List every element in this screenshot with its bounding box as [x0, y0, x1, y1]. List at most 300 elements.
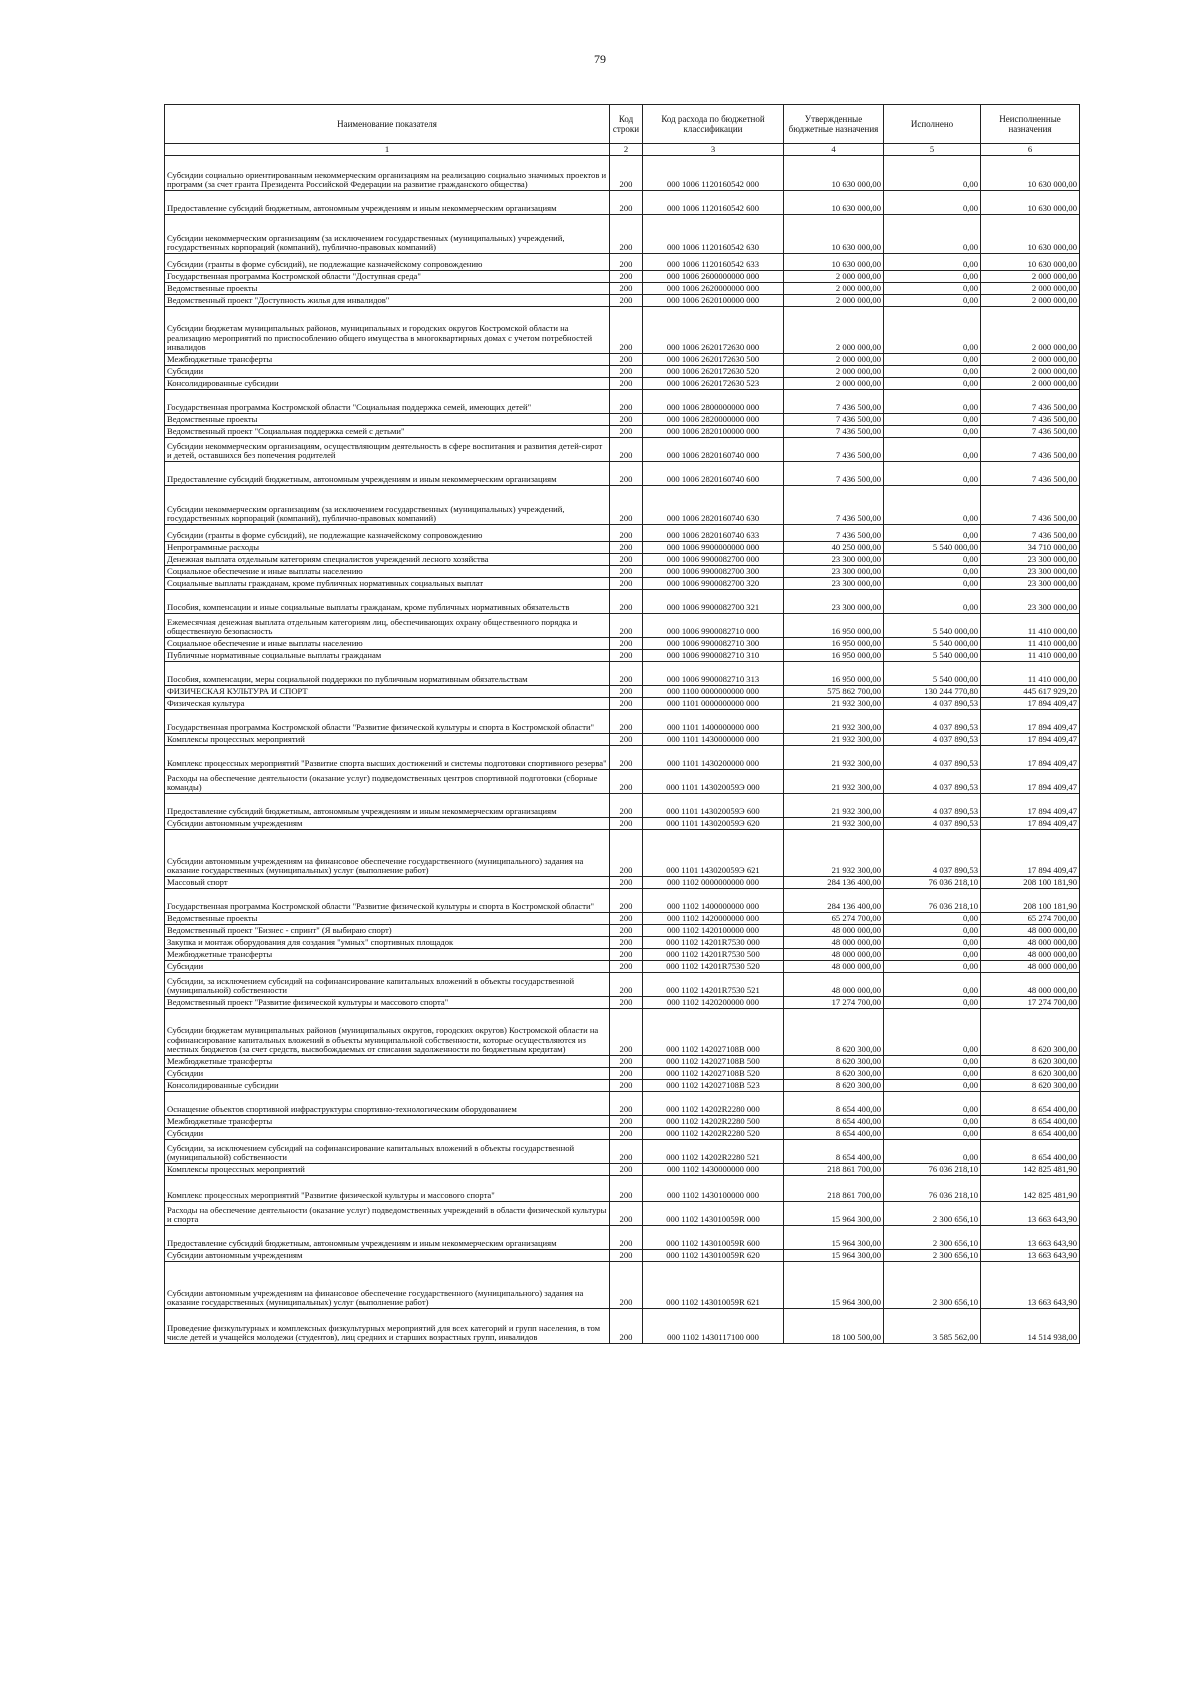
row-kbk: 000 1102 143010059R 000 [643, 1202, 784, 1226]
table-row [165, 1009, 1080, 1056]
row-executed: 76 036 218,10 [884, 1176, 981, 1202]
row-name: Пособия, компенсации, меры социальной поддержки по публичным нормативным обязательствам [165, 662, 610, 686]
row-kbk: 000 1102 14201R7530 000 [643, 937, 784, 949]
row-kbk: 000 1102 0000000000 000 [643, 877, 784, 889]
table-row [165, 156, 1080, 191]
row-unexecuted: 65 274 700,00 [981, 913, 1080, 925]
row-unexecuted: 2 000 000,00 [981, 366, 1080, 378]
row-unexecuted: 10 630 000,00 [981, 191, 1080, 215]
row-kbk: 000 1006 9900082710 313 [643, 662, 784, 686]
row-kbk: 000 1101 143020059Э 620 [643, 818, 784, 830]
row-approved: 16 950 000,00 [784, 662, 884, 686]
row-executed: 4 037 890,53 [884, 818, 981, 830]
row-executed: 0,00 [884, 295, 981, 307]
table-row [165, 1128, 1080, 1140]
row-kbk: 000 1006 9900082700 321 [643, 590, 784, 614]
row-executed: 2 300 656,10 [884, 1262, 981, 1309]
row-kbk: 000 1102 1420200000 000 [643, 997, 784, 1009]
row-kbk: 000 1102 1430000000 000 [643, 1164, 784, 1176]
row-line-code: 200 [610, 283, 643, 295]
row-name: Межбюджетные трансферты [165, 354, 610, 366]
row-approved: 21 932 300,00 [784, 734, 884, 746]
row-unexecuted: 8 654 400,00 [981, 1116, 1080, 1128]
row-line-code: 200 [610, 354, 643, 366]
row-approved: 2 000 000,00 [784, 283, 884, 295]
row-kbk: 000 1101 143020059Э 000 [643, 770, 784, 794]
row-name: Субсидии некоммерческим организациям (за исключением государственных (муниципальных) учреждений, государственных корпораций (компаний), публично-правовых компаний) [165, 486, 610, 525]
row-line-code: 200 [610, 414, 643, 426]
row-line-code: 200 [610, 566, 643, 578]
row-unexecuted: 7 436 500,00 [981, 414, 1080, 426]
row-unexecuted: 7 436 500,00 [981, 486, 1080, 525]
row-unexecuted: 445 617 929,20 [981, 686, 1080, 698]
row-kbk: 000 1006 9900082710 000 [643, 614, 784, 638]
row-executed: 76 036 218,10 [884, 1164, 981, 1176]
row-name: Ведомственные проекты [165, 283, 610, 295]
row-name: Субсидии [165, 366, 610, 378]
row-name: Предоставление субсидий бюджетным, автономным учреждениям и иным некоммерческим организациям [165, 794, 610, 818]
row-line-code: 200 [610, 366, 643, 378]
row-approved: 2 000 000,00 [784, 378, 884, 390]
row-line-code: 200 [610, 997, 643, 1009]
row-approved: 10 630 000,00 [784, 254, 884, 271]
row-unexecuted: 10 630 000,00 [981, 254, 1080, 271]
row-line-code: 200 [610, 1226, 643, 1250]
column-number: 4 [784, 144, 884, 156]
row-line-code: 200 [610, 1092, 643, 1116]
row-approved: 284 136 400,00 [784, 889, 884, 913]
table-row [165, 973, 1080, 997]
row-executed: 0,00 [884, 525, 981, 542]
row-approved: 2 000 000,00 [784, 271, 884, 283]
row-kbk: 000 1006 2620100000 000 [643, 295, 784, 307]
row-executed: 0,00 [884, 378, 981, 390]
row-kbk: 000 1006 2800000000 000 [643, 390, 784, 414]
row-approved: 21 932 300,00 [784, 710, 884, 734]
row-line-code: 200 [610, 614, 643, 638]
row-executed: 0,00 [884, 254, 981, 271]
row-line-code: 200 [610, 638, 643, 650]
row-unexecuted: 2 000 000,00 [981, 271, 1080, 283]
row-executed: 0,00 [884, 462, 981, 486]
row-unexecuted: 11 410 000,00 [981, 638, 1080, 650]
table-row [165, 614, 1080, 638]
row-executed: 0,00 [884, 1140, 981, 1164]
row-unexecuted: 17 894 409,47 [981, 830, 1080, 877]
row-unexecuted: 23 300 000,00 [981, 578, 1080, 590]
row-kbk: 000 1006 9900082710 300 [643, 638, 784, 650]
header-line-code: Код строки [610, 105, 643, 144]
row-kbk: 000 1006 2820000000 000 [643, 414, 784, 426]
row-name: Социальные выплаты гражданам, кроме публичных нормативных социальных выплат [165, 578, 610, 590]
row-approved: 10 630 000,00 [784, 191, 884, 215]
row-executed: 2 300 656,10 [884, 1226, 981, 1250]
row-executed: 0,00 [884, 486, 981, 525]
row-kbk: 000 1102 1430100000 000 [643, 1176, 784, 1202]
row-approved: 48 000 000,00 [784, 925, 884, 937]
row-approved: 8 654 400,00 [784, 1128, 884, 1140]
row-unexecuted: 17 894 409,47 [981, 770, 1080, 794]
row-unexecuted: 208 100 181,90 [981, 877, 1080, 889]
row-approved: 8 620 300,00 [784, 1009, 884, 1056]
row-unexecuted: 8 620 300,00 [981, 1056, 1080, 1068]
table-row [165, 734, 1080, 746]
row-unexecuted: 14 514 938,00 [981, 1309, 1080, 1344]
table-row [165, 830, 1080, 877]
row-kbk: 000 1101 143020059Э 600 [643, 794, 784, 818]
row-line-code: 200 [610, 913, 643, 925]
row-unexecuted: 17 894 409,47 [981, 698, 1080, 710]
row-approved: 8 654 400,00 [784, 1140, 884, 1164]
row-approved: 48 000 000,00 [784, 973, 884, 997]
row-name: Расходы на обеспечение деятельности (оказание услуг) подведомственных учреждений в области физической культуры и спорта [165, 1202, 610, 1226]
row-unexecuted: 34 710 000,00 [981, 542, 1080, 554]
row-line-code: 200 [610, 746, 643, 770]
row-line-code: 200 [610, 973, 643, 997]
row-executed: 5 540 000,00 [884, 614, 981, 638]
row-unexecuted: 8 620 300,00 [981, 1009, 1080, 1056]
row-unexecuted: 17 894 409,47 [981, 818, 1080, 830]
row-name: Субсидии [165, 961, 610, 973]
row-name: Консолидированные субсидии [165, 378, 610, 390]
row-line-code: 200 [610, 1262, 643, 1309]
row-executed: 2 300 656,10 [884, 1250, 981, 1262]
table-row [165, 1068, 1080, 1080]
row-approved: 7 436 500,00 [784, 462, 884, 486]
row-unexecuted: 11 410 000,00 [981, 650, 1080, 662]
row-executed: 0,00 [884, 438, 981, 462]
row-executed: 0,00 [884, 156, 981, 191]
row-line-code: 200 [610, 1176, 643, 1202]
row-name: Субсидии автономным учреждениям на финансовое обеспечение государственного (муниципального) задания на оказание государственных (муниципальных) услуг (выполнение работ) [165, 830, 610, 877]
row-kbk: 000 1101 1430200000 000 [643, 746, 784, 770]
row-name: Оснащение объектов спортивной инфраструктуры спортивно-технологическим оборудованием [165, 1092, 610, 1116]
row-unexecuted: 11 410 000,00 [981, 614, 1080, 638]
table-row [165, 378, 1080, 390]
table-row [165, 650, 1080, 662]
row-kbk: 000 1102 142027108В 523 [643, 1080, 784, 1092]
row-kbk: 000 1006 2820160740 000 [643, 438, 784, 462]
row-executed: 0,00 [884, 307, 981, 354]
table-row [165, 686, 1080, 698]
table-row [165, 638, 1080, 650]
row-name: Субсидии, за исключением субсидий на софинансирование капитальных вложений в объекты государственной (муниципальной) собственности [165, 1140, 610, 1164]
column-number-row [165, 144, 1080, 156]
column-number: 1 [165, 144, 610, 156]
row-executed: 0,00 [884, 973, 981, 997]
row-approved: 21 932 300,00 [784, 698, 884, 710]
row-executed: 130 244 770,80 [884, 686, 981, 698]
row-approved: 7 436 500,00 [784, 426, 884, 438]
row-line-code: 200 [610, 1202, 643, 1226]
row-executed: 4 037 890,53 [884, 710, 981, 734]
row-approved: 21 932 300,00 [784, 770, 884, 794]
row-executed: 0,00 [884, 215, 981, 254]
row-name: Предоставление субсидий бюджетным, автономным учреждениям и иным некоммерческим организациям [165, 1226, 610, 1250]
row-approved: 7 436 500,00 [784, 525, 884, 542]
row-approved: 284 136 400,00 [784, 877, 884, 889]
row-unexecuted: 8 654 400,00 [981, 1092, 1080, 1116]
row-kbk: 000 1006 2600000000 000 [643, 271, 784, 283]
table-row [165, 578, 1080, 590]
row-kbk: 000 1100 0000000000 000 [643, 686, 784, 698]
row-name: Субсидии некоммерческим организациям (за исключением государственных (муниципальных) учреждений, государственных корпораций (компаний), публично-правовых компаний) [165, 215, 610, 254]
row-kbk: 000 1102 142027108В 520 [643, 1068, 784, 1080]
row-approved: 16 950 000,00 [784, 650, 884, 662]
row-kbk: 000 1102 143010059R 621 [643, 1262, 784, 1309]
row-executed: 0,00 [884, 191, 981, 215]
row-line-code: 200 [610, 1309, 643, 1344]
row-name: Комплексы процессных мероприятий [165, 1164, 610, 1176]
budget-execution-table [164, 104, 1080, 1344]
table-row [165, 590, 1080, 614]
row-name: ФИЗИЧЕСКАЯ КУЛЬТУРА И СПОРТ [165, 686, 610, 698]
row-line-code: 200 [610, 156, 643, 191]
row-approved: 8 620 300,00 [784, 1080, 884, 1092]
table-row [165, 254, 1080, 271]
row-kbk: 000 1102 14201R7530 500 [643, 949, 784, 961]
table-row [165, 1226, 1080, 1250]
row-approved: 575 862 700,00 [784, 686, 884, 698]
row-kbk: 000 1006 2620172630 520 [643, 366, 784, 378]
row-approved: 7 436 500,00 [784, 390, 884, 414]
row-name: Проведение физкультурных и комплексных физкультурных мероприятий для всех категорий и групп населения, в том числе детей и учащейся молодежи (студентов), лиц средних и старших возрастных групп, инвалидов [165, 1309, 610, 1344]
row-line-code: 200 [610, 1250, 643, 1262]
row-kbk: 000 1006 2620172630 000 [643, 307, 784, 354]
row-name: Государственная программа Костромской области "Развитие физической культуры и спорта в Костромской области" [165, 710, 610, 734]
row-name: Субсидии автономным учреждениям на финансовое обеспечение государственного (муниципального) задания на оказание государственных (муниципальных) услуг (выполнение работ) [165, 1262, 610, 1309]
row-unexecuted: 48 000 000,00 [981, 925, 1080, 937]
table-row [165, 215, 1080, 254]
row-name: Предоставление субсидий бюджетным, автономным учреждениям и иным некоммерческим организациям [165, 191, 610, 215]
table-row [165, 414, 1080, 426]
row-name: Консолидированные субсидии [165, 1080, 610, 1092]
row-approved: 15 964 300,00 [784, 1202, 884, 1226]
row-approved: 8 654 400,00 [784, 1092, 884, 1116]
table-row [165, 438, 1080, 462]
row-unexecuted: 17 894 409,47 [981, 746, 1080, 770]
row-name: Субсидии бюджетам муниципальных районов, муниципальных и городских округов Костромской области на реализацию мероприятий по приспособлению общего имущества в многоквартирных домах с учетом потребностей инвалидов [165, 307, 610, 354]
row-executed: 0,00 [884, 949, 981, 961]
row-kbk: 000 1102 14202R2280 520 [643, 1128, 784, 1140]
row-line-code: 200 [610, 1164, 643, 1176]
row-approved: 16 950 000,00 [784, 614, 884, 638]
row-unexecuted: 208 100 181,90 [981, 889, 1080, 913]
row-kbk: 000 1006 9900082700 300 [643, 566, 784, 578]
row-unexecuted: 7 436 500,00 [981, 426, 1080, 438]
table-row [165, 1056, 1080, 1068]
row-line-code: 200 [610, 1140, 643, 1164]
row-line-code: 200 [610, 578, 643, 590]
table-row [165, 1309, 1080, 1344]
table-row [165, 1164, 1080, 1176]
row-unexecuted: 13 663 643,90 [981, 1250, 1080, 1262]
row-approved: 10 630 000,00 [784, 156, 884, 191]
table-row [165, 1250, 1080, 1262]
row-approved: 21 932 300,00 [784, 746, 884, 770]
row-approved: 218 861 700,00 [784, 1164, 884, 1176]
table-row [165, 1116, 1080, 1128]
row-name: Субсидии некоммерческим организациям, осуществляющим деятельность в сфере воспитания и развития детей-сирот и детей, оставшихся без попечения родителей [165, 438, 610, 462]
row-name: Расходы на обеспечение деятельности (оказание услуг) подведомственных центров спортивной подготовки (сборные команды) [165, 770, 610, 794]
row-kbk: 000 1006 9900082700 320 [643, 578, 784, 590]
table-row [165, 390, 1080, 414]
row-line-code: 200 [610, 271, 643, 283]
row-name: Субсидии автономным учреждениям [165, 818, 610, 830]
row-kbk: 000 1006 1120160542 630 [643, 215, 784, 254]
row-kbk: 000 1006 1120160542 000 [643, 156, 784, 191]
row-kbk: 000 1006 9900000000 000 [643, 542, 784, 554]
row-line-code: 200 [610, 949, 643, 961]
row-kbk: 000 1102 1430117100 000 [643, 1309, 784, 1344]
row-line-code: 200 [610, 590, 643, 614]
row-line-code: 200 [610, 1116, 643, 1128]
row-executed: 0,00 [884, 1092, 981, 1116]
row-approved: 7 436 500,00 [784, 414, 884, 426]
row-executed: 0,00 [884, 1009, 981, 1056]
row-approved: 65 274 700,00 [784, 913, 884, 925]
table-row [165, 1176, 1080, 1202]
row-line-code: 200 [610, 525, 643, 542]
row-line-code: 200 [610, 486, 643, 525]
row-kbk: 000 1102 14202R2280 500 [643, 1116, 784, 1128]
row-kbk: 000 1006 2620172630 500 [643, 354, 784, 366]
row-kbk: 000 1102 1420000000 000 [643, 913, 784, 925]
row-unexecuted: 7 436 500,00 [981, 390, 1080, 414]
table-body [165, 156, 1080, 1344]
row-kbk: 000 1102 14202R2280 521 [643, 1140, 784, 1164]
column-number: 5 [884, 144, 981, 156]
row-kbk: 000 1101 1400000000 000 [643, 710, 784, 734]
page-number: 79 [594, 52, 606, 66]
row-name: Публичные нормативные социальные выплаты гражданам [165, 650, 610, 662]
row-name: Массовый спорт [165, 877, 610, 889]
row-name: Субсидии автономным учреждениям [165, 1250, 610, 1262]
row-executed: 4 037 890,53 [884, 794, 981, 818]
row-name: Комплексы процессных мероприятий [165, 734, 610, 746]
row-line-code: 200 [610, 462, 643, 486]
table-row [165, 961, 1080, 973]
row-approved: 21 932 300,00 [784, 830, 884, 877]
row-kbk: 000 1101 1430000000 000 [643, 734, 784, 746]
row-executed: 0,00 [884, 426, 981, 438]
row-executed: 0,00 [884, 366, 981, 378]
table-row [165, 1262, 1080, 1309]
row-approved: 48 000 000,00 [784, 937, 884, 949]
row-executed: 5 540 000,00 [884, 638, 981, 650]
row-name: Субсидии (гранты в форме субсидий), не подлежащие казначейскому сопровождению [165, 254, 610, 271]
row-name: Государственная программа Костромской области "Развитие физической культуры и спорта в Костромской области" [165, 889, 610, 913]
row-kbk: 000 1006 2620172630 523 [643, 378, 784, 390]
row-executed: 0,00 [884, 1128, 981, 1140]
row-line-code: 200 [610, 877, 643, 889]
row-unexecuted: 48 000 000,00 [981, 949, 1080, 961]
row-unexecuted: 48 000 000,00 [981, 937, 1080, 949]
row-line-code: 200 [610, 307, 643, 354]
row-executed: 0,00 [884, 390, 981, 414]
row-kbk: 000 1006 9900082700 000 [643, 554, 784, 566]
row-name: Непрограммные расходы [165, 542, 610, 554]
row-unexecuted: 8 654 400,00 [981, 1128, 1080, 1140]
row-approved: 15 964 300,00 [784, 1226, 884, 1250]
row-approved: 21 932 300,00 [784, 794, 884, 818]
row-name: Социальное обеспечение и иные выплаты населению [165, 566, 610, 578]
row-unexecuted: 8 620 300,00 [981, 1080, 1080, 1092]
row-executed: 5 540 000,00 [884, 662, 981, 686]
header-approved: Утвержденные бюджетные назначения [784, 105, 884, 144]
row-name: Межбюджетные трансферты [165, 949, 610, 961]
row-unexecuted: 8 654 400,00 [981, 1140, 1080, 1164]
row-kbk: 000 1102 143010059R 620 [643, 1250, 784, 1262]
row-executed: 4 037 890,53 [884, 830, 981, 877]
row-name: Физическая культура [165, 698, 610, 710]
table-row [165, 710, 1080, 734]
row-unexecuted: 7 436 500,00 [981, 525, 1080, 542]
table-row [165, 818, 1080, 830]
row-line-code: 200 [610, 1068, 643, 1080]
row-name: Субсидии, за исключением субсидий на софинансирование капитальных вложений в объекты государственной (муниципальной) собственности [165, 973, 610, 997]
table-row [165, 746, 1080, 770]
row-name: Субсидии бюджетам муниципальных районов (муниципальных округов, городских округов) Костромской области на софинансирование капитальных вложений в объекты муниципальной собственности, которые осуществляются из местных бюджетов (за счет средств, высвобождаемых от списания задолженности по бюджетным кредитам) [165, 1009, 610, 1056]
header-unexecuted: Неисполненные назначения [981, 105, 1080, 144]
row-kbk: 000 1102 143010059R 600 [643, 1226, 784, 1250]
row-unexecuted: 10 630 000,00 [981, 156, 1080, 191]
row-line-code: 200 [610, 295, 643, 307]
row-approved: 21 932 300,00 [784, 818, 884, 830]
table-row [165, 525, 1080, 542]
row-name: Субсидии [165, 1128, 610, 1140]
header-kbk: Код расхода по бюджетной классификации [643, 105, 784, 144]
row-line-code: 200 [610, 554, 643, 566]
table-row [165, 554, 1080, 566]
row-line-code: 200 [610, 215, 643, 254]
row-executed: 0,00 [884, 1068, 981, 1080]
row-name: Ведомственный проект "Развитие физической культуры и массового спорта" [165, 997, 610, 1009]
row-name: Ежемесячная денежная выплата отдельным категориям лиц, обеспечивающих охрану общественного порядка и общественную безопасность [165, 614, 610, 638]
row-kbk: 000 1102 1420100000 000 [643, 925, 784, 937]
row-line-code: 200 [610, 710, 643, 734]
row-unexecuted: 11 410 000,00 [981, 662, 1080, 686]
table-row [165, 307, 1080, 354]
row-unexecuted: 2 000 000,00 [981, 378, 1080, 390]
row-executed: 4 037 890,53 [884, 734, 981, 746]
row-kbk: 000 1102 14201R7530 520 [643, 961, 784, 973]
table-row [165, 1092, 1080, 1116]
row-line-code: 200 [610, 686, 643, 698]
row-line-code: 200 [610, 889, 643, 913]
row-name: Закупка и монтаж оборудования для создания "умных" спортивных площадок [165, 937, 610, 949]
table-row [165, 542, 1080, 554]
row-kbk: 000 1006 9900082710 310 [643, 650, 784, 662]
row-approved: 7 436 500,00 [784, 486, 884, 525]
row-line-code: 200 [610, 770, 643, 794]
row-approved: 48 000 000,00 [784, 949, 884, 961]
row-approved: 8 620 300,00 [784, 1068, 884, 1080]
row-unexecuted: 7 436 500,00 [981, 438, 1080, 462]
table-row [165, 925, 1080, 937]
row-executed: 5 540 000,00 [884, 650, 981, 662]
row-unexecuted: 17 894 409,47 [981, 794, 1080, 818]
table-row [165, 937, 1080, 949]
row-line-code: 200 [610, 937, 643, 949]
row-line-code: 200 [610, 390, 643, 414]
row-name: Ведомственный проект "Доступность жилья для инвалидов" [165, 295, 610, 307]
row-name: Комплекс процессных мероприятий "Развитие спорта высших достижений и системы подготовки спортивного резерва" [165, 746, 610, 770]
row-kbk: 000 1102 14202R2280 000 [643, 1092, 784, 1116]
row-approved: 15 964 300,00 [784, 1250, 884, 1262]
row-approved: 23 300 000,00 [784, 590, 884, 614]
table-row [165, 283, 1080, 295]
